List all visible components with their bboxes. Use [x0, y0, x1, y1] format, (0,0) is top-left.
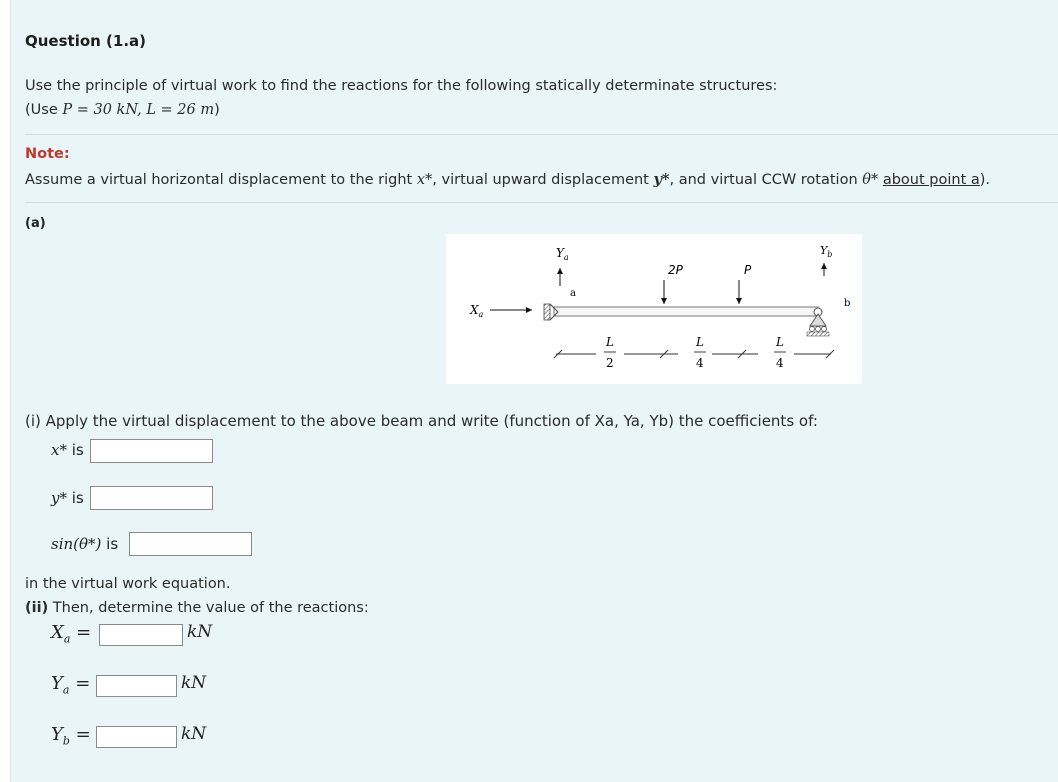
x-star-input[interactable]	[90, 439, 213, 463]
Yb-unit: kN	[181, 724, 207, 744]
instruction-text: Use the principle of virtual work to find the reactions for the following statically determinate structures:	[25, 78, 778, 94]
note-label: Note:	[25, 146, 70, 162]
sin-theta-label: sin(θ*) is	[51, 535, 119, 553]
point-b-label: b	[844, 298, 851, 309]
Yb-label: $Y_b$	[820, 244, 833, 259]
Xa-eq-label: $X_a$ =	[51, 622, 92, 646]
virtual-work-text: in the virtual work equation.	[25, 576, 231, 592]
use-P: P = 30 kN,	[62, 102, 147, 118]
x-star-label: x* is	[51, 441, 84, 459]
Xa-input[interactable]	[99, 624, 183, 646]
Ya-label: $Y_a$	[556, 246, 569, 262]
question-title: Question (1.a)	[25, 32, 147, 50]
svg-text:L: L	[696, 335, 704, 349]
step-ii-text: (ii) Then, determine the value of the reactions:	[25, 600, 369, 616]
about-point-a-link[interactable]: about point a	[882, 172, 980, 188]
svg-text:2: 2	[606, 356, 614, 370]
dimension-lines	[554, 350, 834, 358]
question-panel	[10, 0, 1058, 782]
dim-L-over-4-second	[774, 335, 786, 370]
Xa-unit: kN	[187, 622, 213, 642]
y-star-input[interactable]	[90, 486, 213, 510]
Yb-input[interactable]	[96, 726, 177, 748]
Ya-eq-label: $Y_a$ =	[51, 673, 91, 697]
beam	[554, 307, 818, 316]
note-text: Assume a virtual horizontal displacement to the right x*, virtual upward displacement y*, and virtual CCW rotation θ* about point a).	[25, 171, 991, 188]
use-L: L = 26 m	[146, 102, 215, 118]
svg-text:L: L	[776, 335, 784, 349]
load-2P-label: 2P	[668, 263, 683, 277]
beam-figure	[446, 234, 862, 384]
sin-theta-input[interactable]	[129, 532, 252, 556]
Ya-input[interactable]	[96, 675, 177, 697]
part-a-label: (a)	[25, 216, 46, 231]
step-i-text: (i) Apply the virtual displacement to the above beam and write (function of Xa, Ya, Yb) the coefficients of:	[25, 412, 818, 430]
divider	[25, 202, 1058, 203]
dim-L-over-2	[604, 335, 616, 370]
svg-text:4: 4	[696, 356, 704, 370]
use-values: (Use P = 30 kN, L = 26 m)	[25, 102, 220, 118]
point-a-label: a	[570, 288, 576, 299]
Xa-label: $X_a$	[470, 303, 484, 319]
svg-text:4: 4	[776, 356, 784, 370]
Yb-eq-label: $Y_b$ =	[51, 724, 91, 748]
divider	[25, 134, 1058, 135]
Ya-unit: kN	[181, 673, 207, 693]
y-star-label: y* is	[51, 489, 84, 507]
beam-diagram	[446, 234, 862, 384]
dim-L-over-4-first	[694, 335, 706, 370]
svg-text:L: L	[606, 335, 614, 349]
load-P-label: P	[744, 263, 752, 277]
